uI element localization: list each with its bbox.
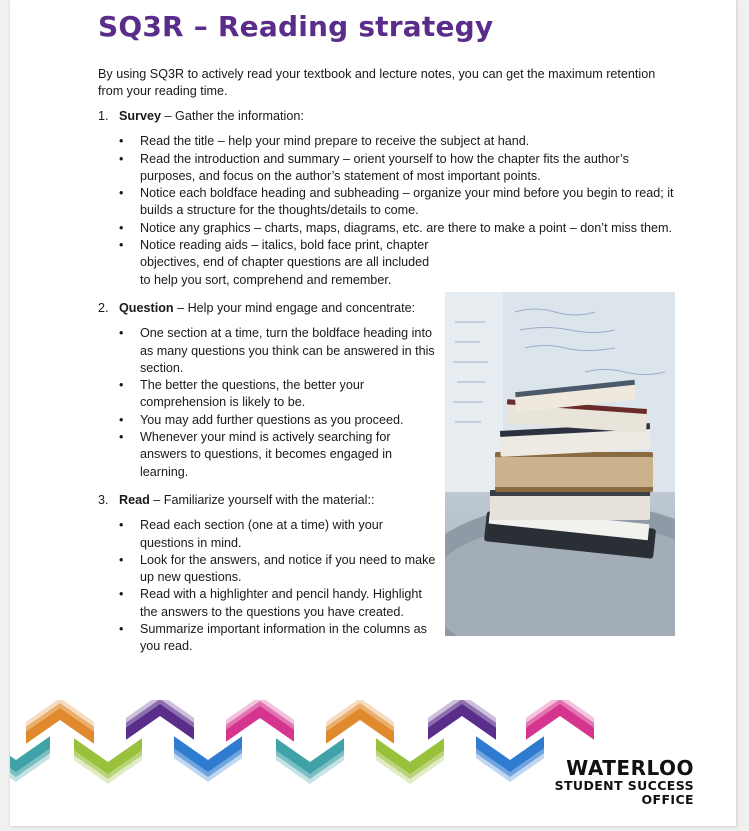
list-item: • Summarize important information in the columns as you read. [119, 621, 440, 656]
chevron-decoration [10, 700, 610, 800]
survey-bullets [98, 133, 698, 289]
list-item: • One section at a time, turn the boldface heading into as many questions you think can be answered in this section. [119, 325, 440, 377]
logo-line-3: OFFICE [641, 792, 694, 807]
waterloo-logo [555, 757, 694, 807]
step-description: – Help your mind engage and concentrate: [173, 300, 416, 315]
list-item: • Look for the answers, and notice if you need to make up new questions. [119, 552, 440, 587]
intro-paragraph: By using SQ3R to actively read your textbook and lecture notes, you can get the maximum retention from your reading time. [98, 67, 656, 99]
page-title: SQ3R – Reading strategy [98, 10, 494, 43]
document-page [10, 0, 737, 826]
list-item-text: Notice reading aids – italics, bold face print, chapter objectives, end of chapter questions are all included to help you sort, comprehend and remember. [140, 238, 430, 287]
logo-line-1: WATERLOO [566, 756, 694, 780]
list-item: • Read the introduction and summary – orient yourself to how the chapter fits the author’s purposes, and focus on the author’s statement of most important points. [119, 151, 675, 186]
list-item: • Read with a highlighter and pencil handy. Highlight the answers to the questions you have created. [119, 586, 440, 621]
list-item: • Read the title – help your mind prepare to receive the subject at hand. [119, 133, 675, 150]
step-name: Survey [119, 109, 162, 123]
step-survey [98, 108, 698, 289]
step-number: 1. [98, 109, 109, 123]
step-name: Read [119, 492, 150, 507]
books-photo [445, 292, 675, 636]
list-item: • The better the questions, the better your comprehension is likely to be. [119, 377, 440, 412]
logo-line-2: STUDENT SUCCESS [554, 778, 694, 793]
step-heading [98, 108, 698, 125]
step-name: Question [119, 300, 174, 315]
list-item: • Notice any graphics – charts, maps, diagrams, etc. are there to make a point – don’t miss them. [119, 220, 675, 237]
list-item: • Notice each boldface heading and subheading – organize your mind before you begin to read; it builds a structure for the thoughts/details to come. [119, 185, 675, 220]
step-number: 3. [98, 492, 109, 507]
list-item: • Read each section (one at a time) with your questions in mind. [119, 517, 440, 552]
list-item [119, 237, 440, 289]
step-description: – Familiarize yourself with the material:: [149, 492, 375, 507]
step-number: 2. [98, 300, 109, 315]
list-item: • Whenever your mind is actively searching for answers to questions, it becomes engaged in learning. [119, 429, 440, 481]
step-description: – Gather the information: [161, 109, 304, 123]
list-item: • You may add further questions as you proceed. [119, 412, 440, 429]
